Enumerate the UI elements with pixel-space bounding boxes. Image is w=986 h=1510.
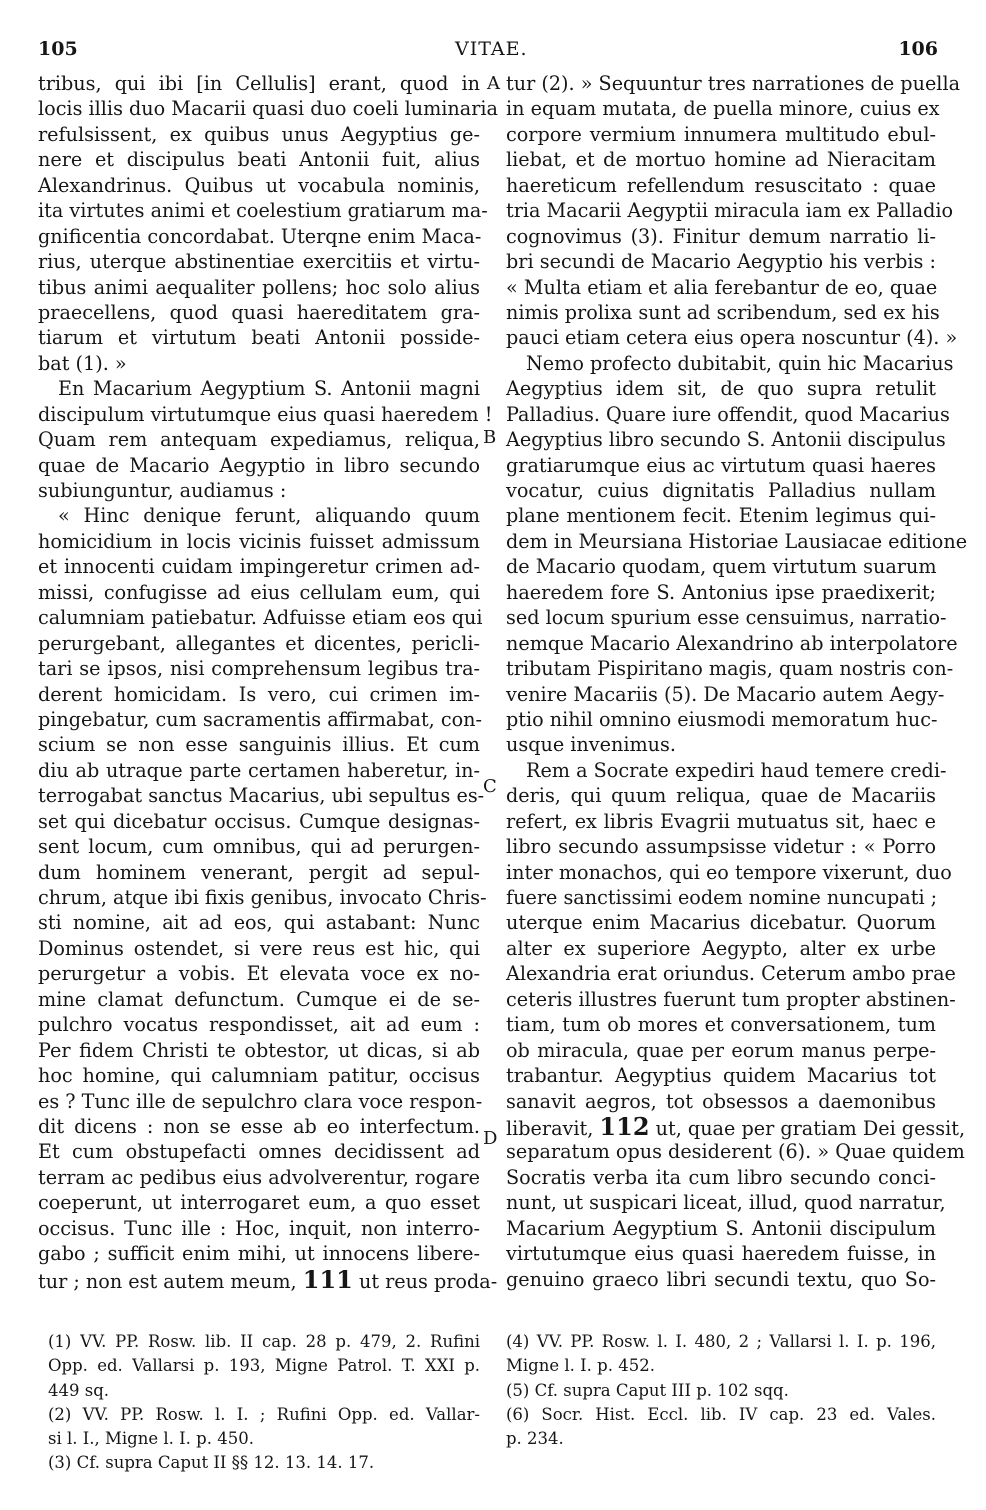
footnote-line: (1) VV. PP. Rosw. lib. II cap. 28 p. 479, 2. Rufini	[48, 1332, 480, 1351]
text-line: nunt, ut suspicari liceat, illud, quod narratur,	[506, 1191, 946, 1215]
text-line: perurgetur a vobis. Et elevata voce ex no-	[38, 962, 480, 986]
text-line: dit dicens : non se esse ab eo interfectum.	[38, 1114, 480, 1138]
text-line: uterque enim Macarius dicebatur. Quorum	[506, 911, 936, 935]
text-line: genuino graeco libri secundi textu, quo So-	[506, 1267, 936, 1291]
text-line: diu ab utraque parte certamen haberetur, in-	[38, 758, 480, 782]
text-line: En Macarium Aegyptium S. Antonii magni	[58, 377, 480, 401]
column-marker-111: 111	[302, 1264, 353, 1294]
text-line: Palladius. Quare iure offendit, quod Macarius	[506, 402, 950, 426]
text-line: tibus animi aequaliter pollens; hoc solo alius	[38, 275, 480, 299]
text-line: cognovimus (3). Finitur demum narratio li-	[506, 224, 936, 248]
text-line: vocatur, cuius dignitatis Palladius nullam	[506, 479, 936, 502]
text-line: Aegyptius libro secundo S. Antonii discipulus	[506, 428, 946, 452]
text-line: in equam mutata, de puella minore, cuius ex	[506, 97, 940, 121]
text-line: pingebatur, cum sacramentis affirmabat, con-	[38, 707, 482, 731]
footnote-line: (2) VV. PP. Rosw. l. I. ; Rufini Opp. ed. Vallar-	[48, 1404, 480, 1424]
footnote-line: (3) Cf. supra Caput II §§ 12. 13. 14. 17.	[48, 1453, 375, 1473]
margin-letter-d: D	[483, 1128, 498, 1149]
text-line: fuere sanctissimi eodem nomine nuncupati ;	[506, 886, 938, 909]
text-line: nere et discipulus beati Antonii fuit, alius	[38, 148, 480, 172]
text-line: « Multa etiam et alia ferebantur de eo, quae	[506, 275, 938, 299]
text-line: trabantur. Aegyptius quidem Macarius tot	[506, 1064, 936, 1088]
text-line: Rem a Socrate expediri haud temere credi-	[526, 758, 947, 782]
text-line: ceteris illustres fuerunt tum propter abstinen-	[506, 987, 956, 1011]
text-line	[506, 1111, 966, 1141]
footnote-line: Opp. ed. Vallarsi p. 193, Migne Patrol. T. XXI p.	[48, 1356, 480, 1376]
text-line: haeredem fore S. Antonius ipse praedixerit;	[506, 580, 936, 604]
text-line: bri secundi de Macario Aegyptio his verbis :	[506, 250, 936, 274]
footnotes-left	[48, 1330, 480, 1476]
footnote-line: 449 sq.	[48, 1380, 110, 1400]
text-line: set qui dicebatur occisus. Cumque designas-	[38, 809, 480, 833]
text-line: libro secundo assumpsisse videtur : « Porro	[506, 835, 936, 859]
text-line: refert, ex libris Evagrii mutuatus sit, haec e	[506, 809, 936, 833]
line-text: tur ; non est autem meum,	[38, 1269, 297, 1293]
text-line: tribus, qui ibi [in Cellulis] erant, quod in	[38, 72, 480, 95]
text-line: alter ex superiore Aegypto, alter ex urbe	[506, 936, 936, 960]
text-line: calumniam patiebatur. Adfuisse etiam eos qui	[38, 606, 483, 630]
running-title: VITAE.	[455, 38, 528, 60]
text-line: scium se non esse sanguinis illius. Et cum	[38, 733, 480, 757]
text-line: homicidium in locis vicinis fuisset admissum	[38, 529, 480, 553]
text-line: usque invenimus.	[506, 733, 676, 757]
text-line: tari se ipsos, nisi comprehensum legibus tra-	[38, 657, 480, 681]
running-header	[0, 38, 986, 64]
text-line: Nemo profecto dubitabit, quin hic Macarius	[526, 351, 954, 375]
text-line: inter monachos, qui eo tempore vixerunt, duo	[506, 860, 952, 884]
text-line: terrogabat sanctus Macarius, ubi sepultus es-	[38, 784, 485, 808]
text-line: dum hominem venerant, pergit ad sepul-	[38, 860, 480, 884]
text-line: Macarium Aegyptium S. Antonii discipulum	[506, 1216, 936, 1240]
text-line: chrum, atque ibi fixis genibus, invocato Chris-	[38, 886, 487, 909]
text-line: pulchro vocatus respondisset, ait ad eum :	[38, 1013, 480, 1037]
text-line: Et cum obstupefacti omnes decidissent ad	[38, 1140, 480, 1164]
text-line: Quam rem antequam expediamus, reliqua,	[38, 428, 480, 452]
footnote-line: si l. I., Migne l. I. p. 450.	[48, 1429, 254, 1449]
text-line: discipulum virtutumque eius quasi haeredem !	[38, 402, 493, 426]
text-line: « Hinc denique ferunt, aliquando quum	[58, 504, 480, 528]
text-line: sanavit aegros, tot obsessos a daemonibus	[506, 1089, 936, 1113]
footnote-line: p. 234.	[506, 1429, 564, 1449]
text-line: dem in Meursiana Historiae Lausiacae editione	[506, 529, 968, 553]
text-line: terram ac pedibus eius advolverentur, rogare	[38, 1165, 480, 1189]
margin-letter-b: B	[483, 427, 497, 448]
left-text-column	[38, 71, 498, 1294]
margin-letter-a: A	[487, 73, 500, 94]
text-line: es ? Tunc ille de sepulchro clara voce respon-	[38, 1089, 483, 1113]
line-text: liberavit,	[506, 1116, 594, 1140]
text-line: subiunguntur, audiamus :	[38, 479, 287, 502]
footnote-line: Migne l. I. p. 452.	[506, 1356, 655, 1376]
text-line: rius, uterque abstinentiae exercitiis et virtu-	[38, 250, 480, 274]
text-line: gratiarumque eius ac virtutum quasi haeres	[506, 453, 936, 477]
text-line: derent homicidam. Is vero, cui crimen im-	[38, 682, 480, 706]
text-line: coeperunt, ut interrogaret eum, a quo esset	[38, 1191, 480, 1215]
text-line: liebat, et de mortuo homine ad Nieracitam	[506, 148, 936, 172]
text-line: plane mentionem fecit. Etenim legimus qui-	[506, 504, 936, 528]
text-line: hoc homine, qui calumniam patitur, occisus	[38, 1064, 480, 1088]
footnote-line: (5) Cf. supra Caput III p. 102 sqq.	[506, 1380, 789, 1400]
text-line: Aegyptius idem sit, de quo supra retulit	[506, 377, 936, 401]
text-line: Per fidem Christi te obtestor, ut dicas, si ab	[38, 1038, 480, 1062]
column-marker-112: 112	[599, 1111, 650, 1141]
text-line: deris, qui quum reliqua, quae de Macariis	[506, 784, 936, 808]
text-line: ob miracula, quae per eorum manus perpe-	[506, 1038, 936, 1062]
text-line: separatum opus desiderent (6). » Quae quidem	[506, 1140, 965, 1164]
text-line: sti nomine, ait ad eos, qui astabant: Nunc	[38, 911, 480, 935]
text-line: sed locum spurium esse censuimus, narratio-	[506, 606, 947, 630]
text-line	[38, 1264, 498, 1294]
text-line: haereticum refellendum resuscitato : quae	[506, 173, 936, 197]
text-line: tributam Pispiritano magis, quam nostris con-	[506, 657, 954, 681]
text-line: ptio nihil omnino eiusmodi memoratum huc-	[506, 707, 938, 731]
text-line: missi, confugisse ad eius cellulam eum, qui	[38, 580, 480, 604]
text-line: tria Macarii Aegyptii miracula iam ex Palladio	[506, 199, 954, 223]
text-line: tiam, tum ob mores et conversationem, tum	[506, 1013, 936, 1037]
text-line: Alexandrinus. Quibus ut vocabula nominis,	[38, 173, 480, 197]
page-number-left: 105	[38, 38, 78, 60]
text-line: Dominus ostendet, si vere reus est hic, qui	[38, 936, 480, 960]
footnote-line: (6) Socr. Hist. Eccl. lib. IV cap. 23 ed. Vales.	[506, 1404, 936, 1424]
text-line: mine clamat defunctum. Cumque ei de se-	[38, 987, 480, 1011]
page-number-right: 106	[898, 38, 938, 60]
text-line: gabo ; sufficit enim mihi, ut innocens libere-	[38, 1242, 480, 1266]
footnotes-right	[506, 1330, 936, 1451]
text-line: praecellens, quod quasi haereditatem gra-	[38, 300, 480, 324]
line-text: ut reus proda-	[358, 1269, 498, 1293]
text-line: de Macario quodam, quem virtutum suarum	[506, 555, 937, 579]
text-line: perurgebant, allegantes et dicentes, pericli-	[38, 631, 480, 655]
text-line: gnificentia concordabat. Uterqne enim Maca-	[38, 224, 482, 248]
text-line: occisus. Tunc ille : Hoc, inquit, non interro-	[38, 1216, 480, 1240]
footnote-line: (4) VV. PP. Rosw. l. I. 480, 2 ; Vallarsi l. I. p. 196,	[506, 1332, 936, 1351]
text-line: refulsissent, ex quibus unus Aegyptius ge-	[38, 122, 480, 146]
text-line: Alexandria erat oriundus. Ceterum ambo prae	[506, 962, 956, 986]
line-text: ut, quae per gratiam Dei gessit,	[655, 1116, 966, 1140]
text-line: virtutumque eius quasi haeredem fuisse, in	[506, 1242, 936, 1266]
text-line: locis illis duo Macarii quasi duo coeli luminaria	[38, 97, 498, 121]
text-line: bat (1). »	[38, 351, 127, 375]
text-line: tur (2). » Sequuntur tres narrationes de puella	[506, 72, 961, 95]
text-line: sent locum, cum omnibus, qui ad perurgen-	[38, 835, 480, 859]
text-line: corpore vermium innumera multitudo ebul-	[506, 122, 936, 146]
text-line: Socratis verba ita cum libro secundo conci-	[506, 1165, 936, 1189]
text-line: nemque Macario Alexandrino ab interpolatore	[506, 631, 958, 655]
margin-letter-c: C	[483, 776, 497, 797]
text-line: et innocenti cuidam impingeretur crimen ad-	[38, 555, 480, 579]
text-line: pauci etiam cetera eius opera noscuntur (4). »	[506, 326, 958, 350]
text-line: quae de Macario Aegyptio in libro secundo	[38, 453, 480, 477]
right-text-column	[506, 71, 968, 1292]
text-line: tiarum et virtutum beati Antonii posside-	[38, 326, 480, 350]
text-line: ita virtutes animi et coelestium gratiarum ma-	[38, 199, 488, 223]
text-line: venire Macariis (5). De Macario autem Aegy-	[506, 682, 945, 706]
text-line: nimis prolixa sunt ad scribendum, sed ex his	[506, 300, 940, 324]
